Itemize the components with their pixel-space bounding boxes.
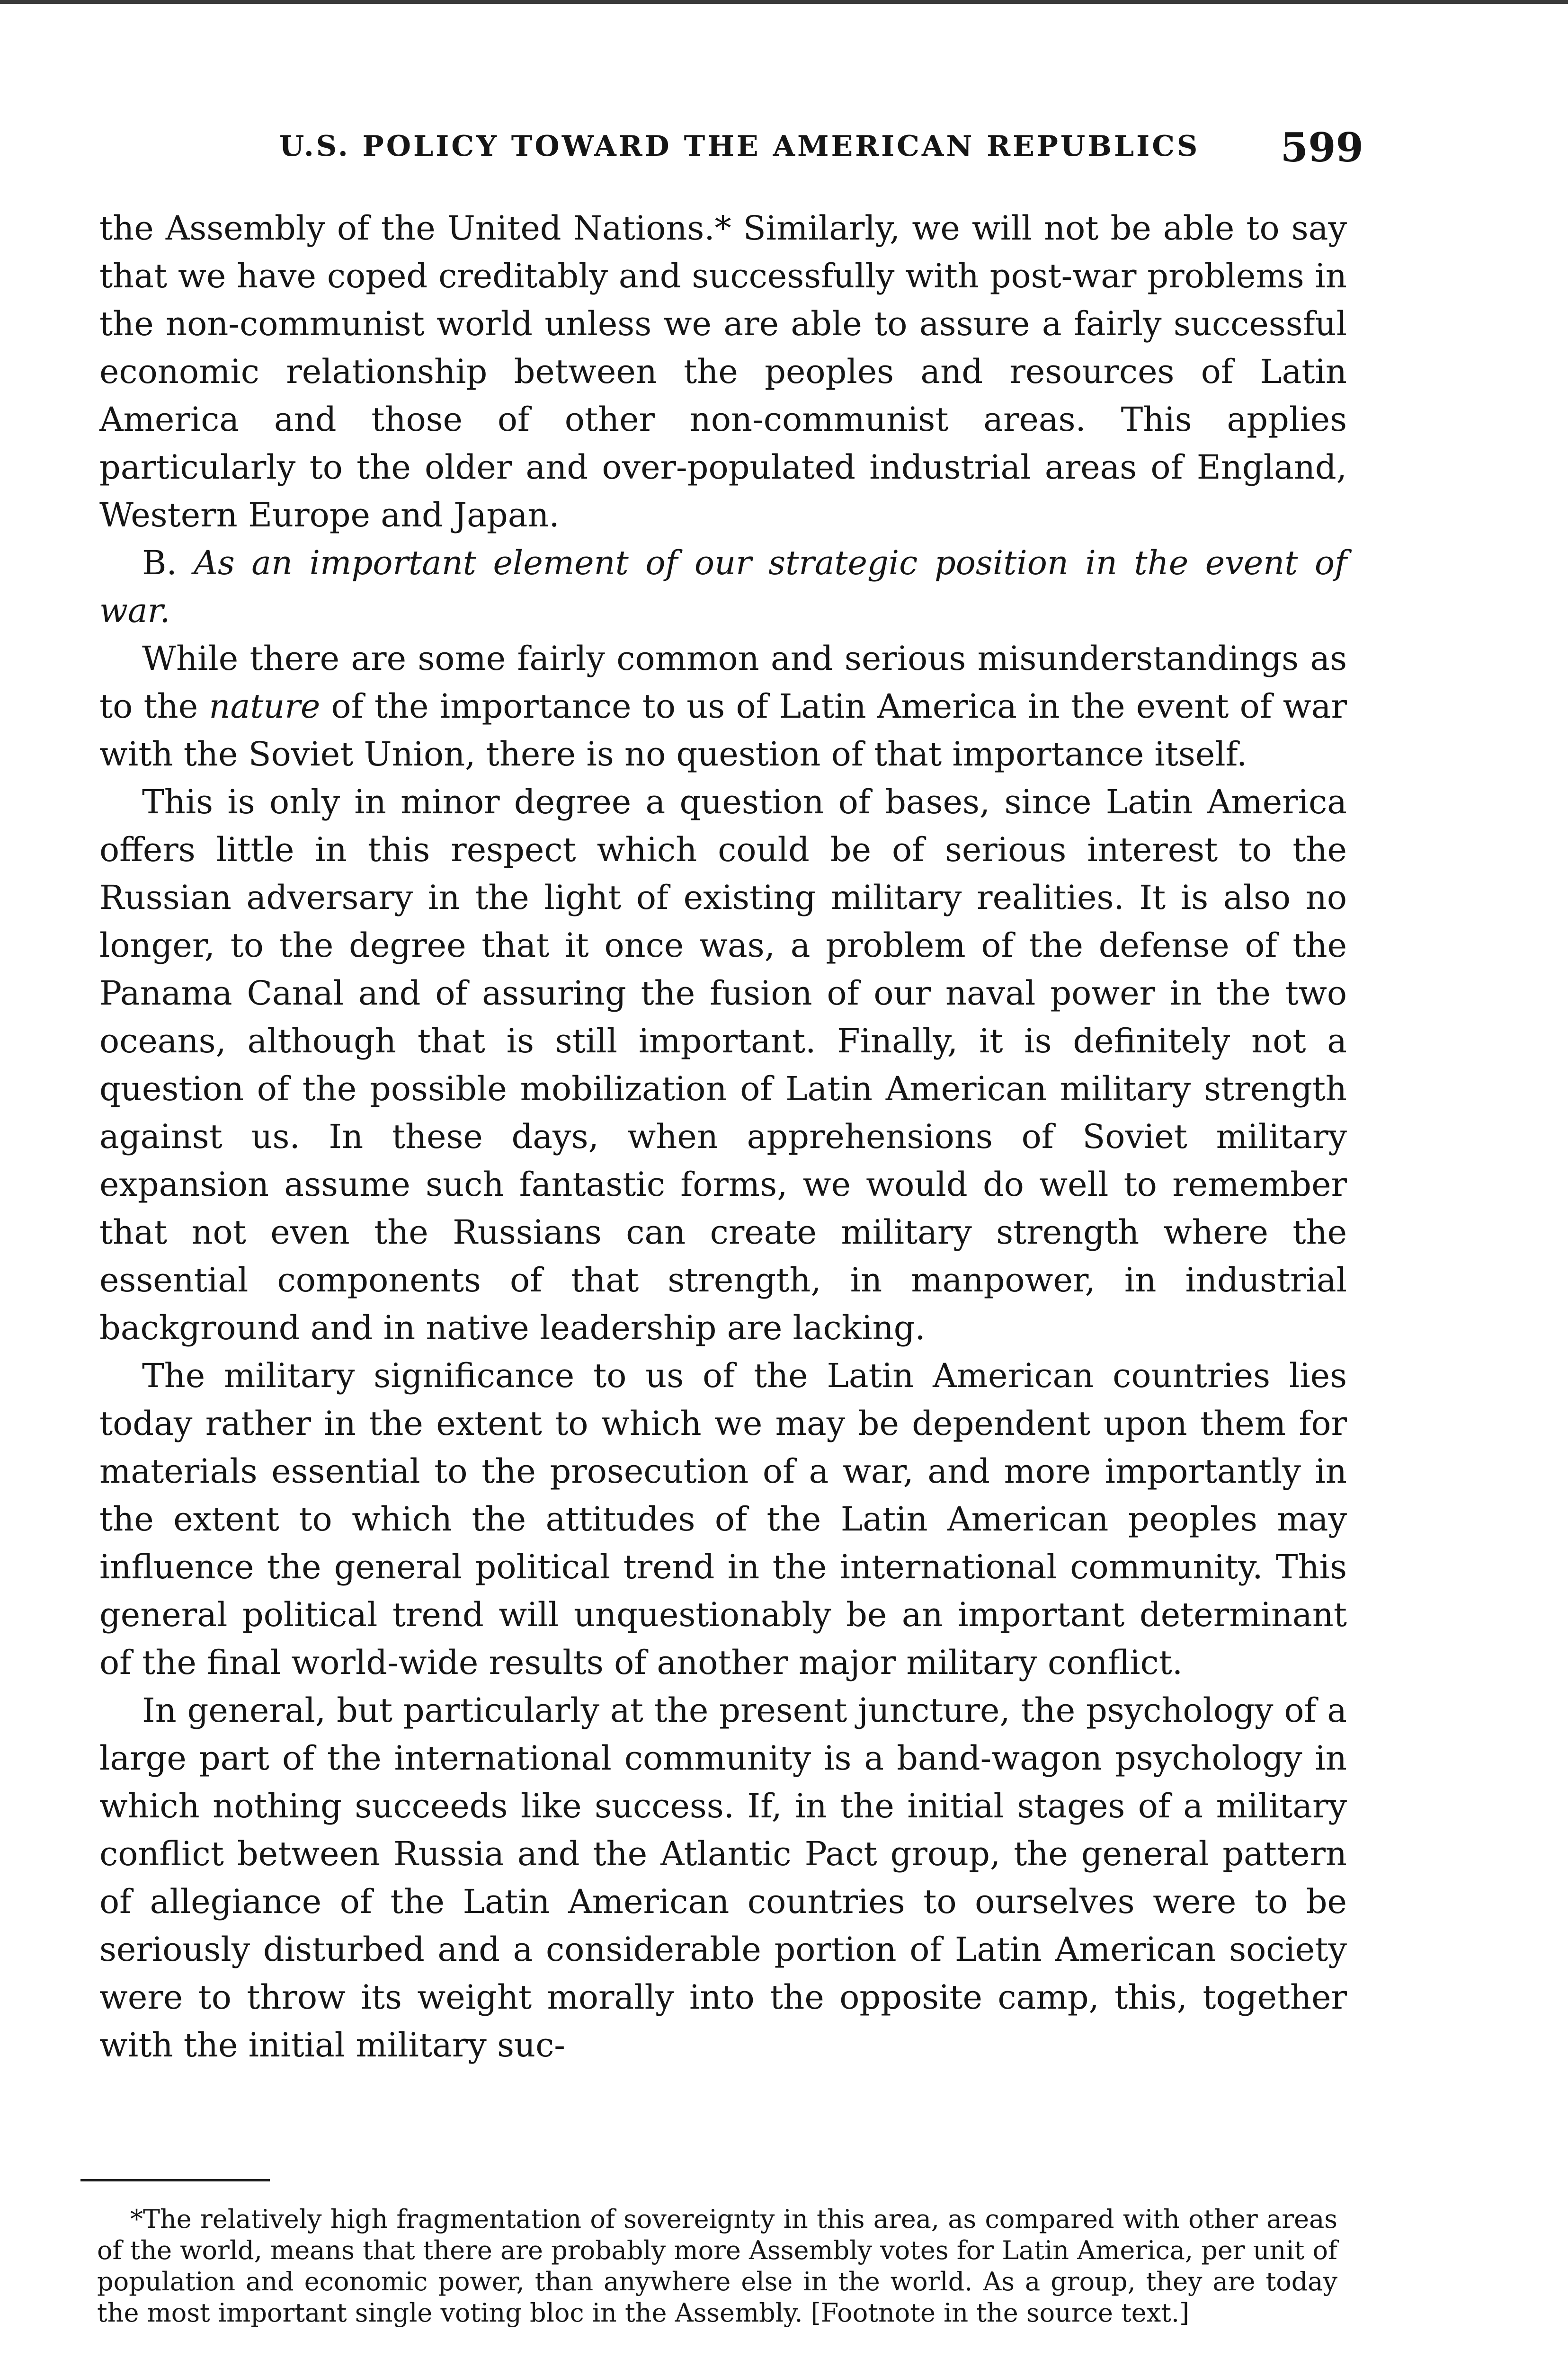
- paragraph-military-significance: The military significance to us of the Latin American countries lies today rather in the extent to which we may be dependent upon them for materials essential to the prosecution of a war, and more importantly in the extent to which the attitudes of the Latin American peoples may influence the general political trend in the international community. This general political trend will unquestionably be an important determinant of the final world-wide results of another major military conflict.: [99, 1356, 1347, 1682]
- section-heading-text: As an important element of our strategic position in the event of war.: [99, 543, 1347, 630]
- paragraph-misunderstandings: [99, 635, 1347, 778]
- footnote-divider: [80, 2179, 270, 2181]
- document-body: [99, 205, 1347, 2069]
- scan-top-edge: [0, 0, 1568, 4]
- paragraph-band-wagon: In general, but particularly at the present juncture, the psychology of a large part of the international community is a band-wagon psychology in which nothing succeeds like success. If, in the initial stages of a military conflict between Russia and the Atlantic Pact group, the general pattern of allegiance of the Latin American countries to ourselves were to be seriously disturbed and a considerable portion of Latin American society were to throw its weight morally into the opposite camp, this, together with the initial military suc-: [99, 1691, 1347, 2064]
- paragraph-text: While there are some fairly common and serious misunderstandings as to the: [99, 639, 1347, 726]
- section-heading-b: [99, 539, 1347, 635]
- emphasis-nature: nature: [209, 687, 321, 726]
- page-number: 599: [1280, 124, 1363, 171]
- running-title: U.S. POLICY TOWARD THE AMERICAN REPUBLICS: [279, 130, 1200, 163]
- footnote: *The relatively high fragmentation of sovereignty in this area, as compared with other areas of the world, means that there are probably more Assembly votes for Latin America, per unit of population and economic power, than anywhere else in the world. As a group, they are today the most important single voting bloc in the Assembly. [Footnote in the source text.]: [97, 2204, 1337, 2328]
- page-header: [279, 124, 1363, 181]
- paragraph-bases: This is only in minor degree a question of bases, since Latin America offers little in this respect which could be of serious interest to the Russian adversary in the light of existing military realities. It is also no longer, to the degree that it once was, a problem of the defense of the Panama Canal and of assuring the fusion of our naval power in the two oceans, although that is still important. Finally, it is definitely not a question of the possible mobilization of Latin American military strength against us. In these days, when apprehensions of Soviet military expansion assume such fantastic forms, we would do well to remember that not even the Russians can create military strength where the essential components of that strength, in manpower, in industrial background and in native leadership are lacking.: [99, 783, 1347, 1347]
- section-label: B.: [142, 543, 177, 582]
- paragraph-text: of the importance to us of Latin America in the event of war with the Soviet Union, there is no question of that importance itself.: [99, 687, 1347, 774]
- paragraph-continuation: the Assembly of the United Nations.* Similarly, we will not be able to say that we have coped creditably and successfully with post-war problems in the non-communist world unless we are able to assure a fairly successful economic relationship between the peoples and resources of Latin America and those of other non-communist areas. This applies particularly to the older and over-populated industrial areas of England, Western Europe and Japan.: [99, 209, 1347, 534]
